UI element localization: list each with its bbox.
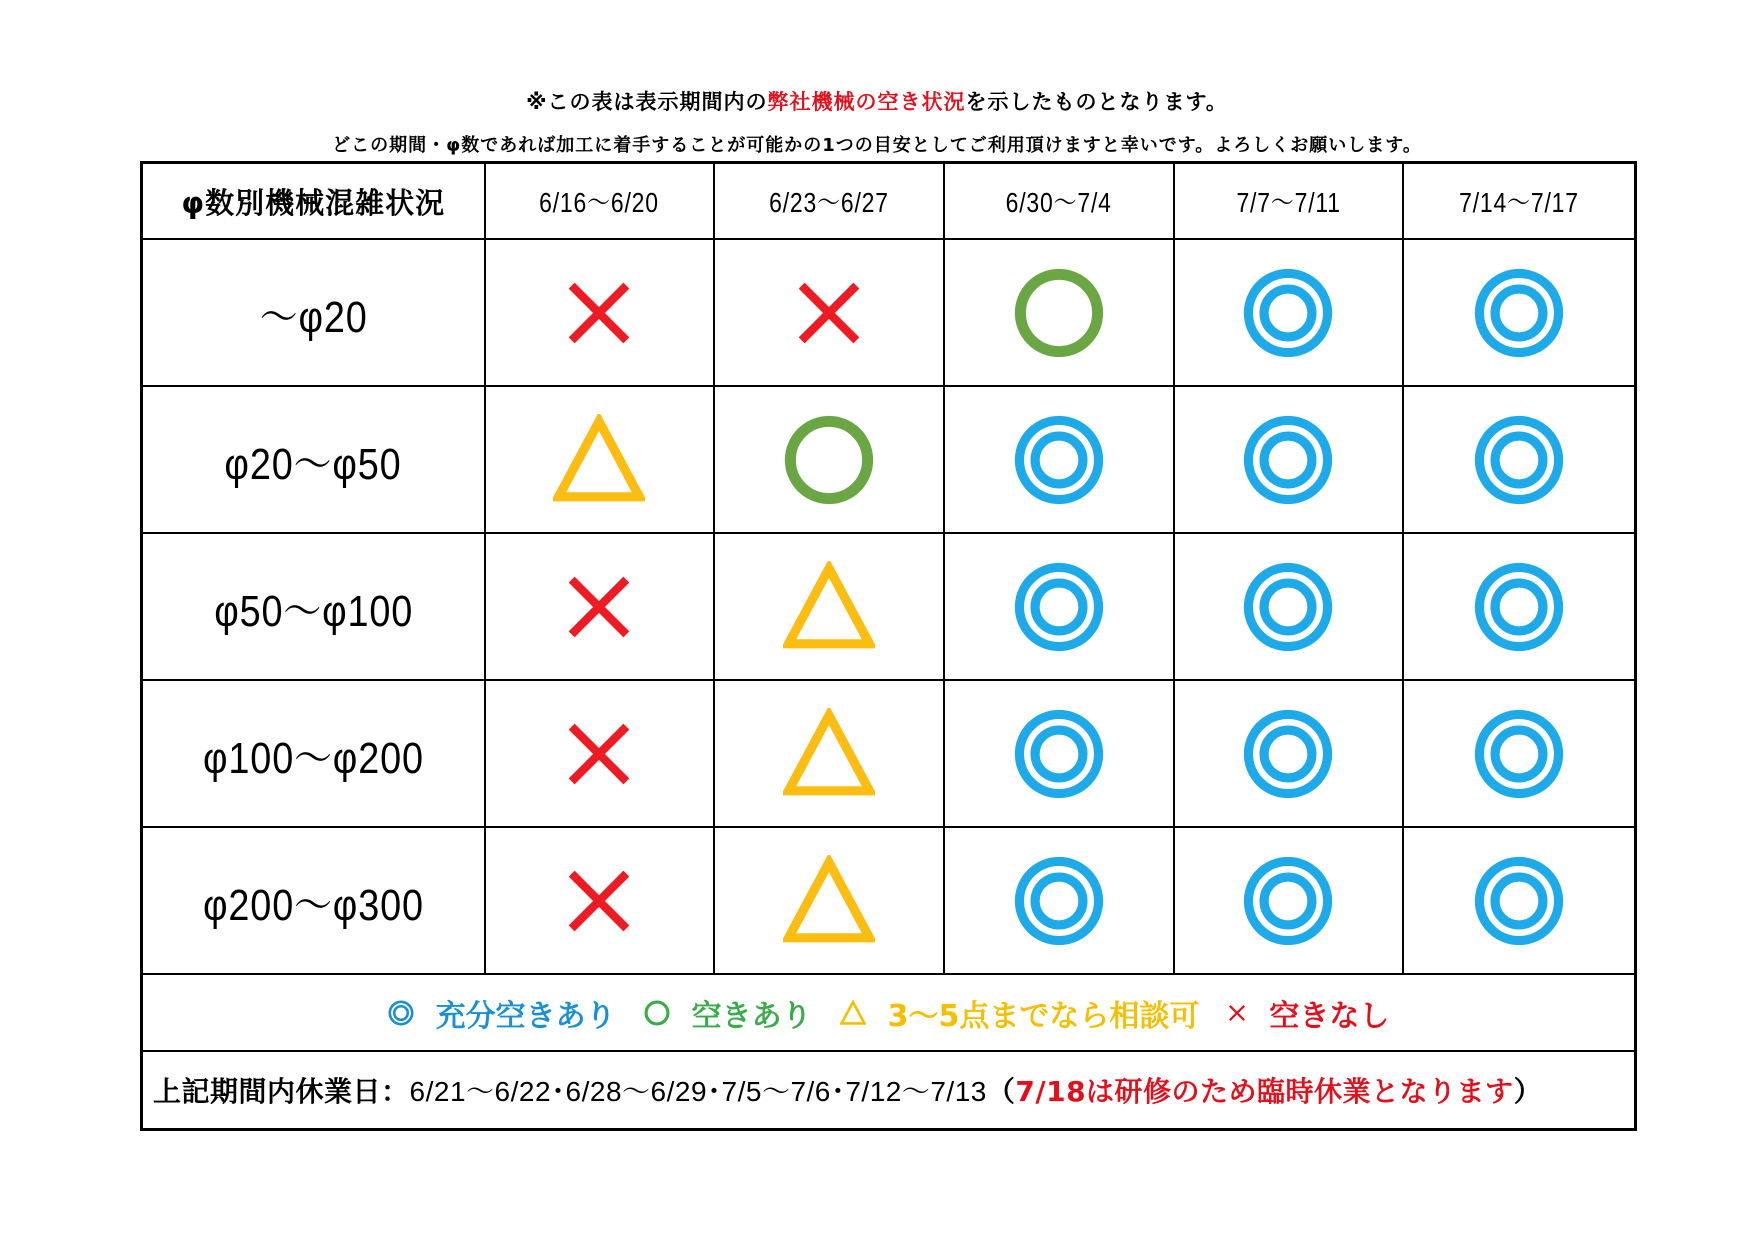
cross-icon (561, 275, 637, 351)
period-header-cell (486, 164, 716, 238)
status-cell (1175, 681, 1405, 826)
triangle-icon (783, 708, 875, 800)
table-row (143, 681, 1634, 828)
period-label: 7/14～7/17 (1459, 187, 1580, 218)
notice-line-2: どこの期間・φ数であれば加工に着手することが可能かの1つの目安としてご利用頂けますと幸いです。よろしくお願いします。 (332, 135, 1422, 156)
header-row (143, 164, 1634, 240)
header-title: φ数別機械混雑状況 (181, 185, 446, 220)
range-label: φ100～φ200 (202, 733, 424, 783)
range-cell (143, 240, 486, 385)
double-circle-icon (1242, 267, 1334, 359)
range-label: φ20～φ50 (224, 439, 402, 489)
circle-icon (644, 1000, 670, 1026)
period-label: 7/7～7/11 (1236, 187, 1341, 218)
triangle-icon (783, 855, 875, 947)
legend-item (388, 991, 616, 1035)
cross-icon (561, 569, 637, 645)
notice-suffix: を示したものとなります。 (965, 90, 1228, 114)
legend (374, 991, 1404, 1035)
holiday-dates: 6/21～6/22･6/28～6/29･7/5～7/6･7/12～7/13 (409, 1076, 987, 1107)
legend-item (840, 991, 1200, 1035)
legend-symbol (644, 1000, 670, 1026)
range-cell (143, 387, 486, 532)
status-cell (945, 387, 1175, 532)
table-row (143, 534, 1634, 681)
status-cell (945, 828, 1175, 973)
legend-label: 空きあり (691, 998, 812, 1034)
double-circle-icon (388, 1000, 414, 1026)
period-label: 6/30～7/4 (1005, 187, 1112, 218)
range-cell (143, 828, 486, 973)
status-cell (715, 681, 945, 826)
legend-label: 空きなし (1269, 998, 1390, 1034)
double-circle-icon (1242, 561, 1334, 653)
special-holiday-note: 7/18は研修のため臨時休業となります (1015, 1075, 1514, 1108)
double-circle-icon (1013, 855, 1105, 947)
status-cell (715, 534, 945, 679)
legend-symbol (840, 1000, 866, 1026)
header-title-cell (143, 164, 486, 238)
status-cell (1175, 387, 1405, 532)
double-circle-icon (1013, 708, 1105, 800)
double-circle-icon (1242, 708, 1334, 800)
cross-icon (561, 716, 637, 792)
status-cell (1404, 534, 1634, 679)
circle-icon (1013, 267, 1105, 359)
period-header-cell (715, 164, 945, 238)
double-circle-icon (1473, 561, 1565, 653)
status-cell (945, 681, 1175, 826)
status-cell (486, 828, 716, 973)
period-header-cell (1175, 164, 1405, 238)
double-circle-icon (1242, 414, 1334, 506)
status-cell (1175, 534, 1405, 679)
double-circle-icon (1473, 267, 1565, 359)
legend-symbol (388, 1000, 414, 1026)
range-label: φ50～φ100 (213, 586, 413, 636)
range-label: φ200～φ300 (202, 880, 424, 930)
holiday-label: 上記期間内休業日 (153, 1075, 382, 1108)
notice-highlight: 弊社機械の空き状況 (767, 90, 966, 114)
double-circle-icon (1473, 708, 1565, 800)
legend-label: 充分空きあり (435, 998, 616, 1034)
range-cell (143, 681, 486, 826)
status-cell (715, 828, 945, 973)
status-cell (945, 534, 1175, 679)
status-cell (486, 534, 716, 679)
holiday-row (143, 1052, 1634, 1128)
double-circle-icon (1013, 561, 1105, 653)
status-cell (486, 681, 716, 826)
triangle-icon (553, 414, 645, 506)
triangle-icon (783, 561, 875, 653)
status-cell (486, 387, 716, 532)
legend-row (143, 975, 1634, 1052)
table-row (143, 387, 1634, 534)
paren-close: ） (1513, 1075, 1543, 1108)
cross-icon (1227, 1003, 1247, 1023)
double-circle-icon (1242, 855, 1334, 947)
notice-line-1 (0, 86, 1754, 116)
status-cell (1404, 240, 1634, 385)
range-label: ～φ20 (259, 292, 368, 342)
status-cell (1404, 828, 1634, 973)
table-row (143, 240, 1634, 387)
cross-icon (561, 863, 637, 939)
status-cell (1404, 681, 1634, 826)
cross-icon (791, 275, 867, 351)
legend-item (1227, 991, 1389, 1035)
legend-symbol (1227, 1003, 1247, 1023)
double-circle-icon (1473, 414, 1565, 506)
status-cell (945, 240, 1175, 385)
status-cell (715, 387, 945, 532)
double-circle-icon (1013, 414, 1105, 506)
paren-open: （ (986, 1075, 1016, 1108)
status-cell (486, 240, 716, 385)
triangle-icon (840, 1000, 866, 1026)
legend-item (644, 991, 812, 1035)
status-cell (715, 240, 945, 385)
availability-table (140, 161, 1637, 1131)
range-cell (143, 534, 486, 679)
holiday-separator: ： (381, 1075, 410, 1108)
double-circle-icon (1473, 855, 1565, 947)
legend-label: 3～5点までなら相談可 (887, 998, 1200, 1034)
holiday-cell (143, 1052, 1634, 1128)
circle-icon (783, 414, 875, 506)
period-label: 6/16～6/20 (539, 187, 660, 218)
period-header-cell (1404, 164, 1634, 238)
table-row (143, 828, 1634, 975)
status-cell (1175, 240, 1405, 385)
notice-prefix: ※この表は表示期間内の (526, 90, 768, 114)
period-header-cell (945, 164, 1175, 238)
period-label: 6/23～6/27 (769, 187, 889, 218)
status-cell (1404, 387, 1634, 532)
status-cell (1175, 828, 1405, 973)
